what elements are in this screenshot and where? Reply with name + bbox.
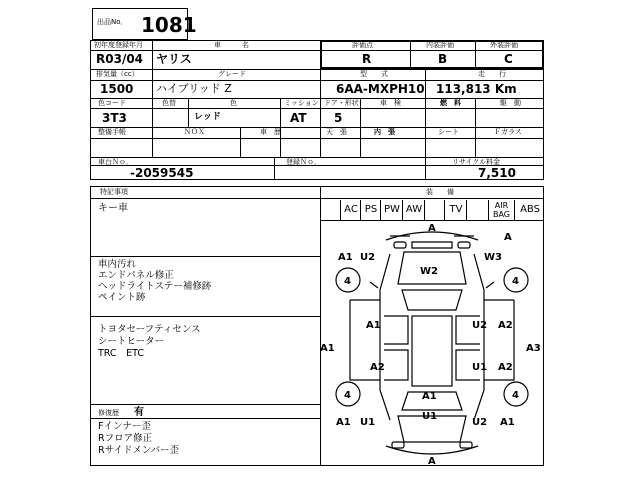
eq-blank-1 bbox=[424, 200, 445, 220]
exterior-value: C bbox=[504, 52, 513, 66]
manual-label: 整備手帳 bbox=[98, 128, 126, 136]
recycle-label: リサイクル料金 bbox=[452, 158, 501, 166]
lot-number-box bbox=[92, 8, 197, 40]
mark-tire-rr: 4 bbox=[512, 390, 519, 401]
model-code-label: 型 式 bbox=[360, 70, 388, 78]
mark-a3-far-right: A3 bbox=[526, 343, 541, 354]
displacement-label: 排気量（cc） bbox=[96, 70, 139, 78]
exterior-label: 外装評価 bbox=[490, 41, 518, 49]
eq-blank-2 bbox=[466, 200, 489, 220]
eq-ac: AC bbox=[340, 200, 361, 220]
notes-label: 特記事項 bbox=[100, 188, 128, 196]
mark-tire-fl: 4 bbox=[344, 276, 351, 287]
grade-label: グレード bbox=[218, 70, 246, 78]
mission-label: ミッション bbox=[284, 99, 319, 107]
note-line: シートヒーター bbox=[98, 336, 165, 347]
reg-no-label: 登録Ｎｏ． bbox=[286, 158, 321, 166]
mark-w3: W3 bbox=[484, 252, 502, 263]
displacement-value: 1500 bbox=[100, 82, 134, 96]
eq-ps: PS bbox=[360, 200, 381, 220]
eq-abs: ABS bbox=[514, 200, 545, 220]
interior-value: B bbox=[438, 52, 448, 66]
sunroof-label: 天 張 bbox=[326, 128, 347, 136]
note-line: TRC ETC bbox=[98, 348, 144, 359]
model-name-value: ヤリス bbox=[156, 52, 192, 66]
car-damage-diagram bbox=[320, 220, 544, 466]
doors-value: 5 bbox=[334, 111, 343, 125]
seat-label: シート bbox=[438, 128, 459, 136]
history-label: 車 歴 bbox=[260, 128, 281, 136]
note-line: 車内汚れ bbox=[98, 259, 137, 270]
color-value: レッド bbox=[194, 112, 221, 122]
repair-value: 有 bbox=[134, 407, 144, 418]
eq-aw: AW bbox=[402, 200, 425, 220]
color-label: 色 bbox=[230, 99, 237, 107]
inspection-label: 車 検 bbox=[380, 99, 401, 107]
mark-u1-lower-right: U1 bbox=[472, 362, 488, 373]
mark-a1-bottom-right: A1 bbox=[500, 417, 515, 428]
eq-airbag: AIR BAG bbox=[488, 200, 514, 220]
mark-a1-bottom-left: A1 bbox=[336, 417, 351, 428]
repair-item: Rサイドメンバー歪 bbox=[98, 445, 180, 456]
mark-a1-mid-left: A1 bbox=[366, 320, 381, 331]
score-value: R bbox=[362, 52, 372, 66]
mark-a2-lower-right: A2 bbox=[498, 362, 513, 373]
note-line: エンドパネル修正 bbox=[98, 270, 174, 281]
mark-u1-bottom-left: U1 bbox=[360, 417, 376, 428]
chassis-no-value: -2059545 bbox=[130, 166, 194, 180]
mileage-label: 走 行 bbox=[478, 70, 506, 78]
grade-value: ハイブリッド Z bbox=[156, 82, 232, 95]
lot-label: 出品No． bbox=[97, 18, 128, 26]
auction-sheet bbox=[90, 0, 546, 480]
note-line: トヨタセーフティセンス bbox=[98, 324, 201, 335]
note-line: ペイント跡 bbox=[98, 292, 146, 303]
mark-a-bottom: A bbox=[428, 456, 436, 466]
score-label: 評価点 bbox=[352, 41, 373, 49]
fuel-label: 燃 料 bbox=[440, 99, 461, 107]
note-line: ヘッドライトステー補修跡 bbox=[98, 281, 212, 292]
repair-label: 修復歴 bbox=[98, 409, 119, 417]
interior-trim-label: 内 張 bbox=[374, 128, 395, 136]
color-change-label: 色替 bbox=[162, 99, 176, 107]
mark-a-top: A bbox=[428, 223, 436, 234]
eq-slot-blank bbox=[320, 200, 340, 220]
color-code-label: 色コード bbox=[98, 99, 126, 107]
mark-u1-rear: U1 bbox=[422, 411, 438, 422]
mark-w2: W2 bbox=[420, 266, 438, 277]
mark-u2-mid-right: U2 bbox=[472, 320, 488, 331]
mark-a1-left-top: A1 bbox=[338, 252, 353, 263]
first-reg-label: 初年度登録年月 bbox=[94, 41, 143, 49]
first-reg-value: R03/04 bbox=[96, 52, 144, 66]
equipment-label: 装 備 bbox=[426, 188, 454, 196]
repair-item: Rフロア修正 bbox=[98, 433, 153, 444]
recycle-value: 7,510 bbox=[478, 166, 516, 180]
eq-tv: TV bbox=[444, 200, 467, 220]
mark-tire-fr: 4 bbox=[512, 276, 519, 287]
lot-number: 1081 bbox=[141, 13, 197, 37]
drive-label: 駆 動 bbox=[500, 99, 521, 107]
chassis-no-label: 車台Ｎｏ． bbox=[98, 158, 133, 166]
color-code-value: 3T3 bbox=[102, 111, 127, 125]
eq-pw: PW bbox=[380, 200, 403, 220]
f-glass-label: Ｆガラス bbox=[494, 128, 522, 136]
mark-a1-far-left: A1 bbox=[320, 343, 335, 354]
mark-a1-rear: A1 bbox=[422, 391, 437, 402]
nox-label: ＮＯＸ bbox=[184, 128, 205, 136]
mark-a2-mid-right: A2 bbox=[498, 320, 513, 331]
model-code-value: 6AA-MXPH10 bbox=[336, 82, 425, 96]
mark-tire-rl: 4 bbox=[344, 390, 351, 401]
model-name-label: 車 名 bbox=[214, 41, 249, 49]
mileage-value: 113,813 Km bbox=[436, 82, 517, 96]
mission-value: AT bbox=[290, 111, 307, 125]
mark-u2-bottom-right: U2 bbox=[472, 417, 488, 428]
interior-label: 内装評価 bbox=[426, 41, 454, 49]
note-key-car: キー車 bbox=[98, 203, 128, 214]
repair-item: Fインナー歪 bbox=[98, 421, 151, 432]
mark-a-top-right: A bbox=[504, 232, 512, 243]
doors-label: ドア・形状 bbox=[324, 99, 359, 107]
mark-u2-top: U2 bbox=[360, 252, 376, 263]
mark-a2-lower-left: A2 bbox=[370, 362, 385, 373]
